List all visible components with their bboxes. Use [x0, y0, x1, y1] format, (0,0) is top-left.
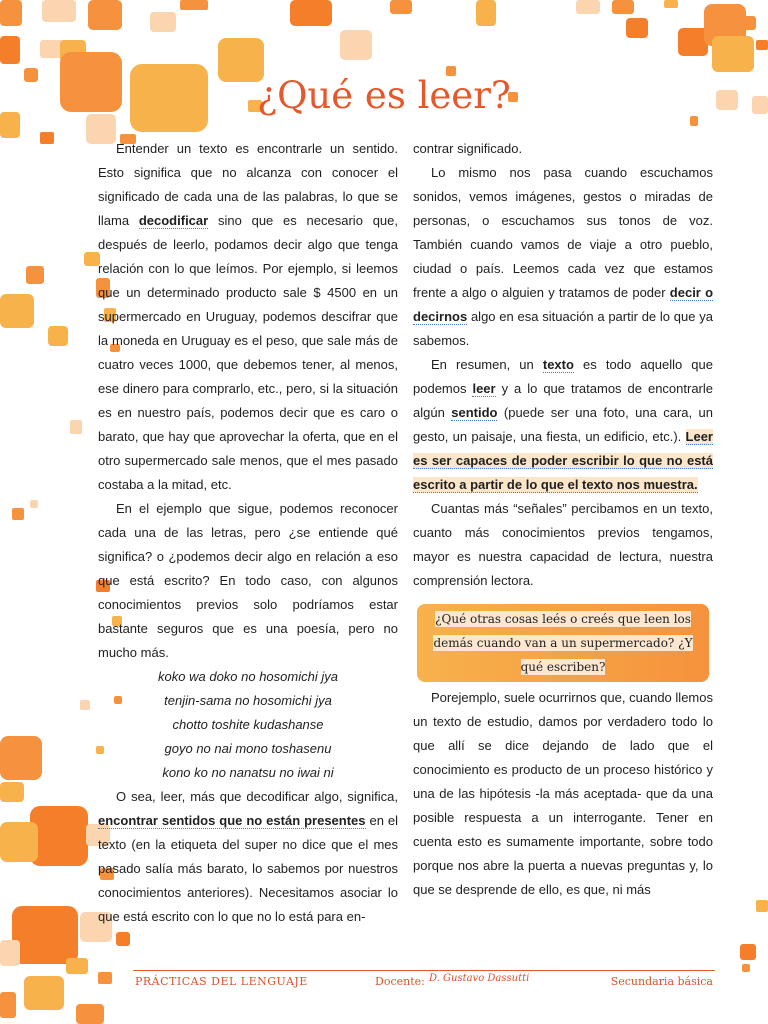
decorative-square [42, 0, 76, 22]
decorative-square [0, 822, 38, 862]
paragraph [413, 137, 713, 161]
decorative-square [0, 736, 42, 780]
decorative-square [742, 16, 756, 30]
text-run: Lo mismo nos pasa cuando escuchamos sonidos, vemos imágenes, gestos o miradas de personas, o escuchamos sus tonos de voz. También cuando vamos de viaje a otro pueblo, ciudad o país. Leemos cada vez que estamos frente a algo o alguien y tratamos de poder [413, 165, 713, 300]
decorative-square [88, 0, 122, 30]
footer-level: Secundaria básica [610, 975, 713, 988]
text-run: (puede ser una foto, una cara, un gesto, un paisaje, una fiesta, un edificio, etc.). [413, 405, 713, 444]
text-run: En resumen, un [431, 357, 543, 372]
text-run: contrar significado. [413, 141, 523, 156]
decorative-square [12, 906, 78, 964]
decorative-square [0, 36, 20, 64]
footer-teacher-label: Docente: [375, 975, 425, 988]
decorative-square [40, 132, 54, 144]
keyword: sentido [451, 405, 498, 420]
decorative-square [712, 36, 754, 72]
decorative-square [756, 40, 768, 50]
right-column [413, 137, 713, 902]
decorative-square [0, 294, 34, 328]
decorative-square [150, 12, 176, 32]
decorative-square [12, 508, 24, 520]
keyword: encontrar sentidos que no están presentes [98, 813, 366, 828]
decorative-square [576, 0, 600, 14]
text-run: Entender un texto es encontrarle un sentido. Esto significa que no alcanza con conocer el significado de cada una de las palabras, lo que se llama [98, 141, 398, 228]
decorative-square [116, 932, 130, 946]
decorative-square [612, 0, 634, 14]
keyword: leer [472, 381, 496, 396]
left-column [98, 137, 398, 929]
decorative-square [30, 500, 38, 508]
text-run: y a lo que tratamos de encontrarle algún [413, 381, 713, 420]
decorative-square [180, 0, 208, 10]
paragraph [413, 686, 713, 902]
text-run: es todo aquello que podemos [413, 357, 713, 396]
decorative-square [0, 0, 22, 26]
decorative-square [24, 976, 64, 1010]
decorative-square [66, 958, 88, 974]
paragraph [413, 353, 713, 497]
decorative-square [98, 972, 112, 984]
text-run: Cuantas más “señales” percibamos en un texto, cuanto más conocimientos previos tengamos, mayor es nuestra capacidad de lectura, nuestra comprensión lectora. [413, 501, 713, 588]
paragraph [413, 161, 713, 353]
teacher-signature: D. Gustavo Dassutti [429, 973, 530, 984]
decorative-square [742, 964, 750, 972]
footer-divider [133, 970, 715, 971]
question-box [417, 604, 709, 682]
text-run: sino que es necesario que, después de leerlo, podamos decir algo que tenga relación con lo que leímos. Por ejemplo, si leemos que un determinado producto sale $ 4500 en un supermercado en Uruguay, podemos descifrar que la moneda en Uruguay es el peso, que sale más de cuatro veces 1000, que debemos tener, al menos, ese dinero para comprarlo, etc., pero, si la situación es en nuestro país, podemos decir que es caro o barato, que hay que aprovechar la oferta, que en el otro supermercado sale menos, que el mes pasado costaba a la mitad, etc. [98, 213, 398, 492]
paragraph [98, 137, 398, 497]
decorative-square [290, 0, 332, 26]
poem-line: koko wa doko no hosomichi jya [158, 669, 338, 684]
decorative-square [740, 944, 756, 960]
poem-example [98, 665, 398, 785]
decorative-square [756, 900, 768, 912]
footer-subject: PRÁCTICAS DEL LENGUAJE [135, 975, 308, 988]
poem-line: goyo no nai mono toshasenu [164, 741, 332, 756]
poem-line: kono ko no nanatsu no iwai ni [162, 765, 334, 780]
decorative-square [0, 992, 16, 1018]
poem-line: tenjin-sama no hosomichi jya [164, 693, 332, 708]
decorative-square [80, 700, 90, 710]
decorative-square [76, 1004, 104, 1024]
paragraph [413, 497, 713, 593]
decorative-square [48, 326, 68, 346]
decorative-square [70, 420, 82, 434]
paragraph [98, 497, 398, 665]
text-run: O sea, leer, más que decodificar algo, significa, [116, 789, 398, 804]
poem-line: chotto toshite kudashanse [172, 717, 324, 732]
decorative-square [0, 782, 24, 802]
keyword: decir o decirnos [413, 285, 714, 324]
keyword: decodificar [138, 213, 209, 228]
decorative-square [26, 266, 44, 284]
footer [133, 975, 715, 991]
text-run: En el ejemplo que sigue, podemos reconocer cada una de las letras, pero ¿se entiende qué significa? o ¿podemos decir algo en relación a eso que está escrito? En todo caso, con algunos conocimientos previos solo podríamos estar bastante seguros que es una poesía, pero no mucho más. [98, 501, 398, 660]
decorative-square [476, 0, 496, 26]
keyword: texto [542, 357, 574, 372]
text-run: en el texto (en la etiqueta del super no dice que el mes pasado salía más barato, lo sabemos por nuestros conocimientos anteriores). Necesitamos asociar lo que está escrito con lo que no lo está para en- [98, 813, 398, 924]
decorative-square [0, 940, 20, 966]
page-title: ¿Qué es leer? [257, 74, 511, 117]
decorative-square [390, 0, 412, 14]
decorative-square [30, 806, 88, 866]
decorative-square [664, 0, 678, 8]
decorative-square [340, 30, 372, 60]
decorative-square [690, 116, 698, 126]
decorative-square [626, 18, 648, 38]
keyword: Leer es ser capaces de poder escribir lo que no está escrito a partir de lo que el texto nos muestra. [413, 429, 713, 492]
question-text: ¿Qué otras cosas leés o creés que leen los demás cuando van a un supermercado? ¿Y qué escriben? [433, 612, 693, 674]
paragraph [98, 785, 398, 929]
text-run: algo en esa situación a partir de lo que ya sabemos. [413, 309, 713, 348]
text-run: Porejemplo, suele ocurrirnos que, cuando llemos un texto de estudio, damos por verdadero todo lo que allí se dice dejando de lado que el conocimiento es producto de un proceso histórico y una de las hipótesis -la más aceptada- que da una posible respuesta a un interrogante. Tener en cuenta esto es sumamente importante, sobre todo porque nos abre la puerta a nuevas preguntas y, lo que se desprende de ello, es que, ni más [413, 690, 713, 897]
